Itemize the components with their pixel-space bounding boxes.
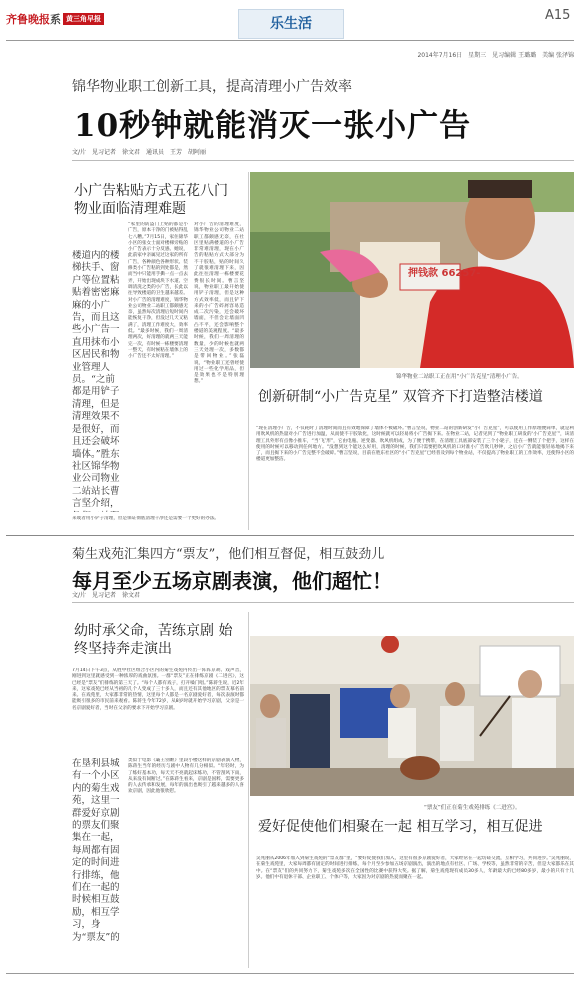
story2-col-d: 吴兆丽从2006年加入到菊生戏苑的“票友群”里，“要好促使我们加入，这里有很多京剧爱好者，大家经常在一起切磋交流，互相学习，共同进步。”吴兆丽说，在菊生戏苑里，大家每周都有固定的时间进行排练，每个月至少参加五场京剧演出，演出的地点有社区、广场、学校等，虽然非常的辛苦，但是大家都乐在其中。在“票友”们的共同努力下，菊生戏苑多次在全国性的比赛中获得大奖。据了解，菊生戏苑现有成员30多人，年龄最大的已经80多岁，最小的只有十几岁。他们中有退休干部、企业职工、个体户等，大家因为对京剧的热爱而聚在一起。 — [256, 856, 574, 880]
story2-kicker: 菊生戏苑汇集四方“票友”，他们相互督促，相互鼓劲儿 — [72, 547, 385, 562]
story2-subhead2: 爱好促使他们相聚在一起 相互学习，相互促进 — [258, 819, 543, 835]
story2-intro: 在垦利县城有一个小区内的菊生戏苑，这里一群爱好京剧的票友们聚集在一起，每周都有固定的时间进行排练，他们在一起的时候相互鼓励，相互学习，身为“票友”的 — [72, 758, 120, 942]
story1-subhead1: 小广告粘贴方式五花八门 物业面临清理难题 — [74, 183, 228, 217]
story1-col-b: 对小广告的清理难度，锦华物业公司物业二站职工都颇感无奈，在社区里贴满楼道的小广告非常难清理，现在小广告的粘贴方式大部分为不干胶粘，贴的时间久了就很难清理下来，因此往往清理一栋楼要花费很长时间。曹言坚说，物业职工最开始使用铲子清理，但是这种方式效率低，而且铲下来的小广告碎屑容易造成二次污染，还会破坏墙面，不但会让墙面凹凸不平，还会影响整个楼道的美观程度。“最多时候，我们一周清理的数量，少的时候也就两三天处理一次，多数都是带回物业。”张磊说，“物业职工还曾经使用过一些化学用品，但是效果也不是特别理想。” — [194, 222, 244, 385]
column-divider-2 — [248, 612, 249, 968]
paper-edition: 系 — [50, 13, 61, 26]
story1-rule — [72, 160, 574, 161]
opera-photo-illustration — [250, 636, 574, 796]
section-title: 乐生活 — [270, 16, 312, 32]
supplement-badge: 黄三角早报 — [63, 13, 104, 25]
worker-photo-illustration — [250, 172, 574, 368]
footer-rule — [6, 973, 574, 974]
story1-col-d: “现在清理小广告，不仅耗时了清理时间而且有效地保障了墙体不被破坏。”曹言坚说，物业二站的创新研发“小广告克星”，可以使用工作原理便简单，就是利用吹风机的热量对小广告进行加温，从而使不干胶软化，这时候就可以轻易将小广告揭下来。在物业二站，记者见到了“物业职工研发的‘小广告克星’”，该清理工具外形有点像小推车，“当‘飞’形”，它由电瓶、逆变器、吹风机组成，为了便于携带，在清理工具底部安装了三个小轮子，还在一侧装了个把手，这样在使用的时候可以移动到任何地方。“没想到这个能这么好用，清理的时候，我们只需要把吹风机的口对准小广告吹几秒钟，之后小广告就能很轻易地揭下来了，而且揭下来的小广告完整不会破碎。”曹言坚说，目前在胜东社区的“小广告克星”已经普及到每个物业站，不仅提高了物业职工的工作效率，还使得小区的楼道更加整洁。 — [256, 426, 574, 463]
story2-photo-caption: “票友”们正在菊生戏苑排练《二进宫》。 — [424, 805, 521, 811]
story2-col-a: 7月14日下午3点，从胜中社区组合小区内的菊生戏苑内传出一阵阵京胡、戏声音，刚进到这里就感受到一种浓厚的戏曲氛围。一群“票友”正在排练京剧《二进宫》，这已经是“票友”们排练的第三天了。“每个人都有戏子，打开嗓门唱。”陈蒋生说，近2年来，这家戏苑已经从当初的几个人变成了三十多人，而且还有其他地区的票友慕名前来。在戏苑里，大家都非常的热情，这里每个人都是一名京剧爱好者，每次表演时都能吸引很多的市民前来观看。陈蒋生今年72岁，从8岁时就开始学习京剧，父亲是一名京剧爱好者，当时在父亲的要求下开始学习京剧。 — [72, 668, 244, 711]
story1-photo-caption: 锦华物业二站职工正在用“小广告克星”清理小广告。 — [396, 374, 523, 380]
sign-text: 押钱款 66257- — [408, 268, 481, 279]
story1-col-c: 来或者用小铲子清理，但是保证彻底清理干净还是需要一个更好的办法。 — [72, 516, 220, 521]
story1-byline: 文/片 见习记者 徐文君 通讯员 王芳 胡阿丽 — [72, 149, 207, 156]
story2-col-b: 类似于电影《霸王别姬》里段小楼这样的京剧表演人物，陈蒋生当年的经历与剧中人物有几分相似。“年轻时，为了练好基本功，每天天不亮就起床练功，不管刮风下雨，从来没有间断过。”在陈蒋生看来，京剧是国粹，需要更多的人去传承和发展，每年的演出也吸引了越来越多的人喜欢京剧，因此他很欣慰。 — [128, 758, 244, 795]
column-divider — [248, 172, 249, 530]
page-number: A15 — [545, 8, 571, 23]
paper-name: 齐鲁晚报 — [6, 13, 50, 26]
story2-byline: 文/片 见习记者 徐文君 — [72, 592, 141, 599]
section-banner — [238, 9, 344, 39]
dateline: 2014年7月16日 星期三 见习编辑 王璐璐 美编 张泽锦 — [417, 52, 574, 59]
story1-intro: 楼道内的楼梯扶手、窗户等位置粘贴着密密麻麻的小广告，而且这些小广告一直用抹布小区居民和物业管理人员。“之前都是用铲子清理，但是清理效果不是很好，而且还会破坏墙体。”胜东社区锦华物业公司物业二站站长曹言坚介绍， — [72, 250, 120, 510]
story2-subhead1: 幼时承父命，苦练京剧 始终坚持奔走演出 — [74, 623, 233, 657]
story1-headline: 10秒钟就能消灭一张小广告 — [74, 108, 472, 144]
story2-headline: 每月至少五场京剧表演，他们超忙！ — [72, 569, 392, 593]
story1-kicker: 锦华物业职工创新工具，提高清理小广告效率 — [72, 79, 352, 95]
story2-rule — [72, 602, 574, 603]
story1-col-a: “家里的防盗门上贴的都是小广告，原本干净的门被贴得乱七八糟。”7月15日，家住锦华小区的张女士面对楼梯旁贴的小广告表示十分反感。她说，此前家中亲属见过这家的所有广告，各种颜色各种形状、装修类小广告粘的到处都是，然而当中只能用手撕一点一点去弄，开始出现成块下水道、空调清洗之类的小广告，长此以往导致楼道的卫生越来越差。对小广告的清理难度，锦华物业公司物业二站职工都颇感无奈，虽然每次清理后短时间内能恢复干净，但没过几天又粘满了，清理工作难度大，效率低。“最多时候，我们一周清理两次，好清理的就两三天能完一次，有时候一栋楼要清理一整天，有时候粘在墙体上的小广告还不太好清理。” — [128, 222, 188, 360]
story2-photo — [250, 636, 574, 796]
header-rule — [6, 40, 574, 41]
story1-photo — [250, 172, 574, 368]
masthead-logo — [6, 8, 118, 24]
story-separator — [6, 535, 574, 536]
story1-subhead2: 创新研制“小广告克星” 双管齐下打造整洁楼道 — [258, 389, 543, 405]
